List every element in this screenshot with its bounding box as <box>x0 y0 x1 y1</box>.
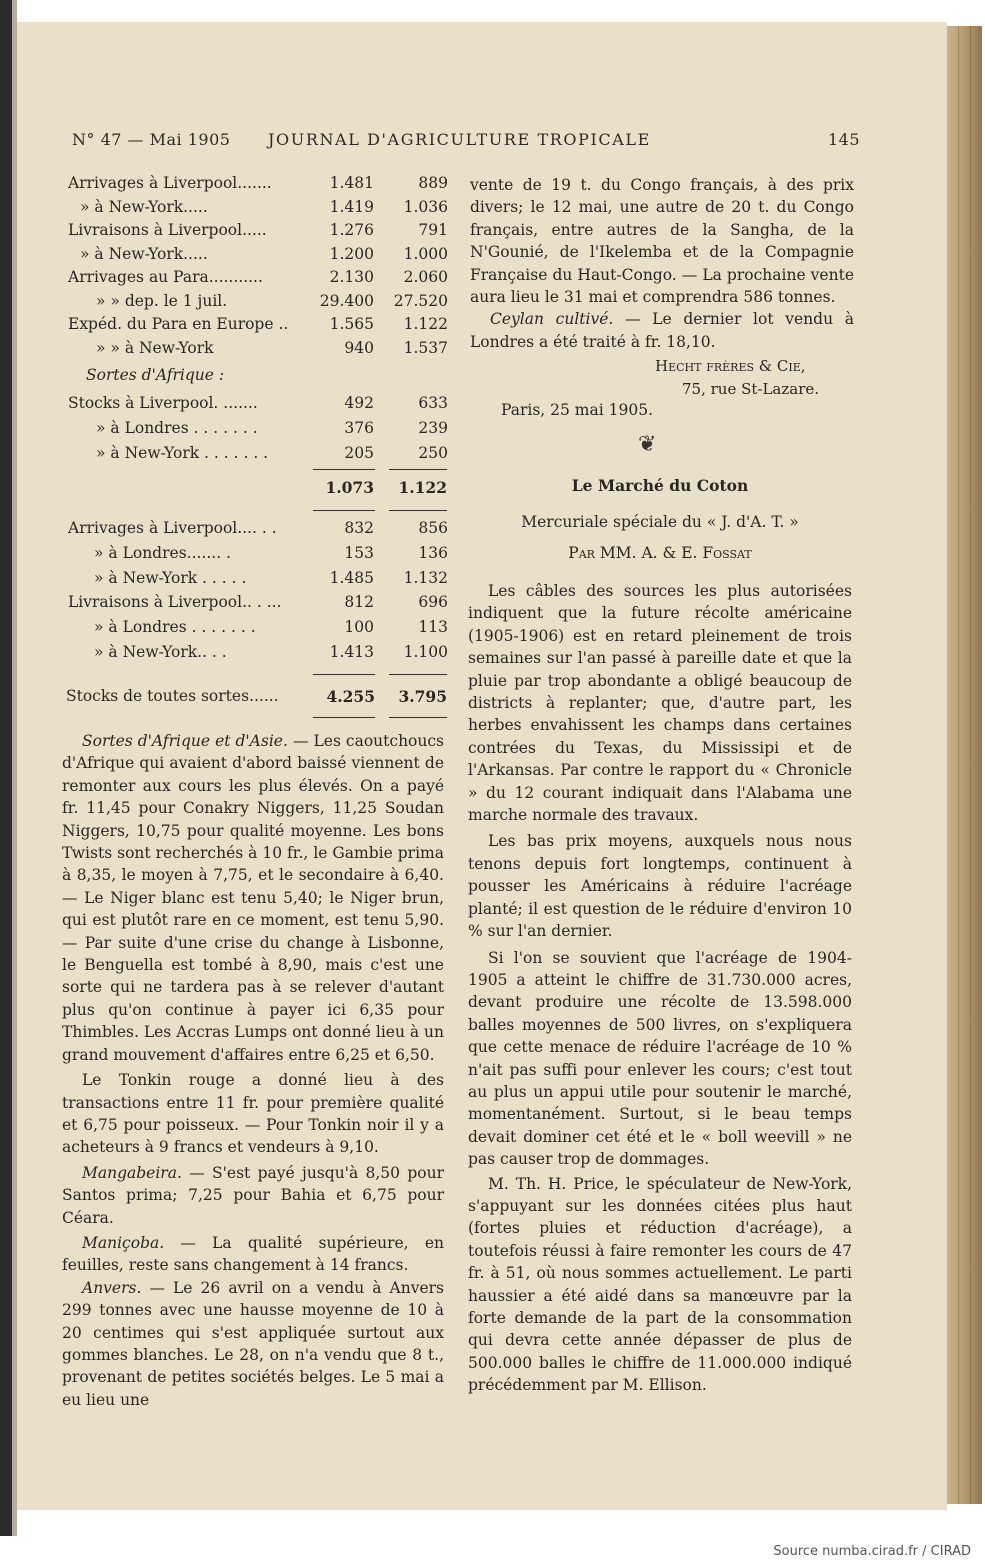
page-edge-line <box>970 26 971 1504</box>
table-row: » à New-York . . . . . 1.485 1.132 <box>94 568 448 587</box>
paragraph: Les câbles des sources les plus autorisées indiquent que la future récolte américaine (1905-1906) est en retard pleinement de trois semaines sur l'an passé à pareille date et que la pluie par trop abondante a obligé beaucoup de districts à replanter; que, d'autre part, les herbes envahissent les champs dans certaines contrées du Texas, du Mississipi et de l'Arkansas. Par contre le rapport du « Chronicle » du 12 courant indiquait dans l'Alabama une marche normale des travaux. <box>468 582 852 825</box>
table-row: Arrivages à Liverpool.... . . 832 856 <box>68 519 448 537</box>
sum-rule <box>313 469 375 470</box>
page-number: 145 <box>828 130 861 149</box>
table-row: Livraisons à Liverpool.. . ... 812 696 <box>68 593 448 612</box>
page-edge-line <box>958 26 959 1504</box>
address: 75, rue St-Lazare. <box>682 380 820 398</box>
paragraph: M. Th. H. Price, le spéculateur de New-York, s'appuyant sur les données citées plus haut (fortes pluies et réduction d'acréage), a toutefois réussi à faire remonter les cours de 47 fr. à 51, où nous sommes actuellement. Le parti haussier a été aidé dans sa manœuvre par la forte demande de la part de la consommation qui devra cette année dépasser de plus de 500.000 balles le chiffre de 11.000.000 indiqué précédemment par M. Ellison. <box>468 1174 852 1395</box>
paragraph: Sortes d'Afrique et d'Asie. — Les caoutchoucs d'Afrique qui avaient d'abord baissé viennent de remonter aux cours les plus élevés. On a payé fr. 11,45 pour Conakry Niggers, 11,25 Soudan Niggers, 10,75 pour qualité moyenne. Les bons Twists sont recherchés à 10 fr., le Gambie prima à 8,35, le moyen à 7,75, et le secondaire à 6,40. — Le Niger blanc est tenu 5,40; le Niger brun, qui est plutôt rare en ce moment, est tenu 5,90. — Par suite d'une crise du change à Lisbonne, le Benguella est tombé à 8,90, mais c'est une sorte qui ne tardera pas à se relever d'autant plus qu'on continue à payer ici 6,35 pour Thimbles. Les Accras Lumps ont donné lieu à un grand mouvement d'affaires entre 6,25 et 6,50. <box>62 732 445 1064</box>
table-row: » à New-York . . . . . . . 205 250 <box>96 444 448 462</box>
table-subheading: Sortes d'Afrique : <box>86 366 225 384</box>
table-row: » à New-York..... 1.419 1.036 <box>80 197 448 216</box>
source-credit: Source numba.cirad.fr / CIRAD <box>773 1544 971 1559</box>
scan-binding-edge <box>0 0 12 1536</box>
table-row: Livraisons à Liverpool..... 1.276 791 <box>68 221 448 239</box>
rubber-stats-table-2 <box>68 519 448 668</box>
table-row: » » dep. le 1 juil. 29.400 27.520 <box>96 291 448 310</box>
right-column-top <box>470 174 854 353</box>
paragraph: Ceylan cultivé. — Le dernier lot vendu à Londres a été traité à fr. 18,10. <box>470 310 854 351</box>
table-row: Stocks à Liverpool. ....... 492 633 <box>68 394 448 412</box>
section-subtitle: Mercuriale spéciale du « J. d'A. T. » <box>521 513 799 531</box>
total-1: 4.255 <box>326 687 375 706</box>
table-row: » à Londres . . . . . . . 100 113 <box>94 618 448 637</box>
sum-rule <box>313 674 375 675</box>
paragraph: Mangabeira. — S'est payé jusqu'à 8,50 pour Santos prima; 7,25 pour Bahia et 6,75 pour Céara. <box>62 1163 444 1227</box>
table-row: » à Londres....... . 153 136 <box>94 543 448 562</box>
table-row: » à Londres . . . . . . . 376 239 <box>96 419 448 437</box>
journal-title: JOURNAL D'AGRICULTURE TROPICALE <box>268 130 651 149</box>
table-row: » » à New-York 940 1.537 <box>96 338 448 357</box>
paragraph: vente de 19 t. du Congo français, à des prix divers; le 12 mai, une autre de 20 t. du Congo français, entre autres de la Sangha, de la N'Gounié, de l'Ikelemba et de la Compagnie Française du Haut-Congo. — La prochaine vente aura lieu le 31 mai et comprendra 586 tonnes. <box>470 176 854 307</box>
sum-rule <box>389 469 447 470</box>
paragraph: Anvers. — Le 26 avril on a vendu à Anvers 299 tonnes avec une hausse moyenne de 10 à 20 centimes qui s'est appliquée surtout aux gommes blanches. Le 28, on n'a vendu que 8 t., provenant de petites sociétés belges. Le 5 mai a eu lieu une <box>62 1278 444 1409</box>
ornament-icon: ❦ <box>638 432 657 457</box>
section-byline: Par MM. A. & E. Fossat <box>568 544 752 562</box>
table-row: Arrivages au Para........... 2.130 2.060 <box>68 268 448 286</box>
sum-rule <box>389 510 447 511</box>
subtotal-1: 1.073 <box>325 478 374 497</box>
signature: Hecht frères & Cie, <box>655 357 806 375</box>
rubber-stats-table <box>68 174 448 469</box>
paragraph: Si l'on se souvient que l'acréage de 1904-1905 a atteint le chiffre de 31.730.000 acres, devant produire une récolte de 13.598.000 balles moyennes de 500 livres, on s'expliquera que cette menace de réduire l'acréage de 10 % n'ait pas suffi pour enlever les cours; c'est tout au plus un appui utile pour soutenir le marché, momentanément. Surtout, si le beau temps devait dominer cet été et le « boll weevill » ne pas causer trop de dommages. <box>468 948 852 1169</box>
left-column-text <box>62 730 444 1411</box>
paragraph: Les bas prix moyens, auxquels nous nous tenons depuis fort longtemps, continuent à pousser les Américains à réduire l'acréage planté; il est question de le réduire d'environ 10 % sur l'an dernier. <box>468 832 852 941</box>
sum-rule <box>313 717 375 718</box>
section-title: Le Marché du Coton <box>571 476 749 495</box>
right-column-text <box>468 580 852 1397</box>
dateline: Paris, 25 mai 1905. <box>501 401 653 419</box>
table-row: » à New-York.. . . 1.413 1.100 <box>94 642 448 661</box>
table-row: Arrivages à Liverpool....... 1.481 889 <box>68 174 448 192</box>
total-label: Stocks de toutes sortes...... <box>66 687 279 705</box>
table-row: » à New-York..... 1.200 1.000 <box>80 244 448 263</box>
paragraph: Maniçoba. — La qualité supérieure, en feuilles, reste sans changement à 14 francs. <box>62 1233 444 1275</box>
total-2: 3.795 <box>398 687 447 706</box>
issue-date: N° 47 — Mai 1905 <box>72 130 231 149</box>
paragraph: Le Tonkin rouge a donné lieu à des transactions entre 11 fr. pour première qualité et 6,75 pour poisseux. — Pour Tonkin noir il y a acheteurs à 9 francs et vendeurs à 9,10. <box>62 1071 444 1157</box>
subtotal-2: 1.122 <box>398 478 447 497</box>
table-row: Expéd. du Para en Europe .. 1.565 1.122 <box>68 315 448 333</box>
sum-rule <box>313 510 375 511</box>
sum-rule <box>389 674 447 675</box>
sum-rule <box>389 717 447 718</box>
